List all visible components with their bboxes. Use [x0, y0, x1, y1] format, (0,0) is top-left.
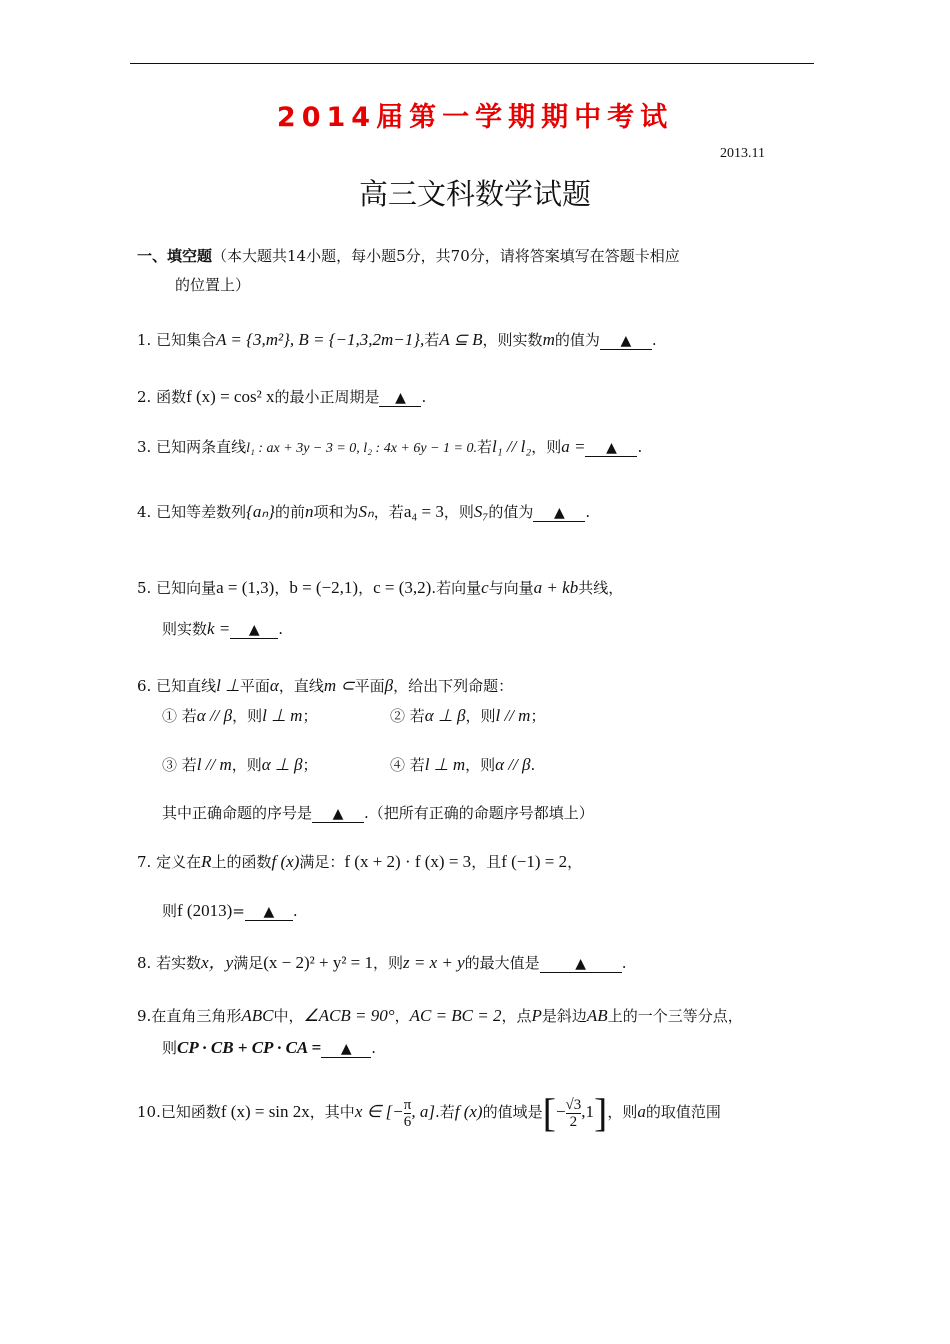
- q4-mid4: ，则: [443, 503, 474, 521]
- q6-beta: β: [384, 676, 394, 695]
- q10-tail2: 的取值范围: [645, 1103, 721, 1121]
- q9-mid3: 是斜边: [541, 1007, 587, 1025]
- answer-blank[interactable]: [312, 805, 364, 823]
- q9-mid: 中，: [273, 1007, 304, 1025]
- q6-m: m ⊂: [323, 676, 355, 695]
- q6-prop-2: [390, 706, 545, 726]
- q3-lines: l₁ : ax + 3y − 3 = 0, l₂ : 4x + 6y − 1 = 0.: [246, 441, 477, 456]
- q5-vector-b: b = (−2,1): [289, 578, 359, 597]
- q7-text: 定义在: [156, 853, 202, 871]
- answer-blank[interactable]: [321, 1040, 371, 1058]
- q1-var: m: [542, 330, 555, 349]
- q7-comma: ，: [567, 853, 583, 871]
- q4-mid2: 项和为: [313, 503, 359, 521]
- answer-blank[interactable]: [230, 621, 278, 639]
- answer-blank[interactable]: [600, 332, 652, 350]
- triangle-icon: ▲: [395, 390, 406, 406]
- prop-res: α ⊥ β: [261, 755, 303, 774]
- q9-end: .: [371, 1039, 377, 1057]
- prop-mark: ④ 若: [390, 756, 425, 774]
- prop-then: ，则: [465, 707, 496, 725]
- prop-res: l // m: [495, 706, 531, 725]
- q8-eq: (x − 2)² + y² = 1: [263, 953, 373, 972]
- prop-then: ，则: [465, 756, 496, 774]
- q5-mid2: 与向量: [488, 579, 534, 597]
- prop-then: ，则: [231, 756, 262, 774]
- q8-mid: 满足: [233, 954, 264, 972]
- q10-f: f (x) = sin 2x: [220, 1102, 310, 1121]
- answer-blank[interactable]: [533, 504, 585, 522]
- q7-eqsign: =: [232, 902, 245, 920]
- q1-then: ，则实数: [482, 331, 543, 349]
- section-heading-row: [137, 246, 680, 266]
- q3-var: a =: [561, 437, 586, 456]
- prop-cond: l // m: [196, 755, 232, 774]
- q10-sqrt3: √3: [565, 1096, 582, 1113]
- section-instructions: （本大题共14小题，每小题5分，共70分，请将答案填写在答题卡相应: [212, 247, 680, 265]
- q8-z: z = x + y: [403, 953, 465, 972]
- question-3: [137, 437, 642, 459]
- q10-sqrt3-over-2: [566, 1097, 582, 1130]
- q3-condition: l₁ // l₂: [492, 437, 532, 456]
- q1-tail: 的值为: [554, 331, 600, 349]
- question-number: 8.: [137, 954, 152, 972]
- q2-tail: 的最小正周期是: [274, 388, 380, 406]
- question-5-line2: [162, 619, 283, 639]
- q7-target: f (2013): [177, 901, 233, 920]
- triangle-icon: ▲: [263, 904, 275, 920]
- q7-f: f (x): [271, 852, 300, 871]
- q4-tail: 的值为: [488, 503, 534, 521]
- q9-P: P: [531, 1006, 542, 1025]
- q7-eq: f (x + 2) · f (x) = 3: [344, 852, 472, 871]
- prop-cond: α ⊥ β: [424, 706, 466, 725]
- answer-blank[interactable]: [245, 903, 293, 921]
- question-5: 5. 已知向量a = (1,3)，b = (−2,1)，c = (3,2).若向量c与向量a + kb共线，: [137, 578, 624, 597]
- q3-if: 若: [477, 438, 493, 456]
- q1-condition: A ⊆ B: [439, 330, 483, 349]
- q5-k: k =: [207, 619, 231, 638]
- q5-comb: a + kb: [533, 578, 579, 597]
- q9-tail: 上的一个三等分点，: [607, 1007, 743, 1025]
- triangle-icon: ▲: [620, 333, 632, 349]
- q5-mid: .若向量: [431, 579, 482, 597]
- q6-prop-1: [162, 706, 317, 726]
- q9-sides: AC = BC = 2: [409, 1006, 502, 1025]
- prop-res: l ⊥ m: [262, 706, 303, 725]
- q10-dom2: , a]: [411, 1102, 435, 1121]
- q10-dom1: x ∈ [−: [354, 1102, 404, 1121]
- q6-ask: [162, 803, 594, 823]
- paper-title: 高三文科数学试题: [358, 177, 591, 211]
- triangle-icon: ▲: [606, 440, 617, 456]
- q10-two: 2: [566, 1113, 582, 1130]
- triangle-icon: ▲: [248, 622, 260, 638]
- q10-fx: f (x): [454, 1102, 483, 1121]
- question-number: 10.: [137, 1103, 161, 1121]
- q2-text: 函数: [156, 388, 187, 406]
- q10-mid3: 的值域是: [482, 1103, 543, 1121]
- q5-vector-c: c = (3,2): [373, 578, 432, 597]
- q6-alpha: α: [269, 676, 279, 695]
- q9-abc: ABC: [241, 1006, 274, 1025]
- prop-mark: ② 若: [390, 707, 425, 725]
- question-4: [137, 502, 590, 522]
- q8-mid2: ，则: [373, 954, 404, 972]
- prop-res: α // β: [495, 755, 531, 774]
- q4-mid1: 的前: [274, 503, 305, 521]
- q6-plane1: 平面: [239, 677, 270, 695]
- q4-end: .: [585, 503, 591, 521]
- prop-end: ；: [302, 707, 318, 725]
- q2-expr: f (x) = cos² x: [186, 387, 275, 406]
- q6-ask-text: 其中正确命题的序号是: [162, 804, 313, 822]
- q8-tail: 的最大值是: [464, 954, 540, 972]
- q10-right-bracket: ]: [594, 1090, 608, 1135]
- q6-prop-4: [390, 755, 535, 775]
- question-7-line2: [162, 901, 298, 921]
- q10-mid: ，其中: [309, 1103, 355, 1121]
- q2-end: .: [421, 388, 427, 406]
- question-2: [137, 387, 426, 407]
- q4-seq: {aₙ}: [246, 502, 275, 521]
- q7-mid3: ，且: [471, 853, 502, 871]
- triangle-icon: ▲: [340, 1041, 352, 1057]
- q10-neg: −: [555, 1102, 566, 1121]
- q10-six: 6: [403, 1113, 412, 1130]
- q1-text: 已知集合: [156, 331, 217, 349]
- q4-text: 已知等差数列: [156, 503, 247, 521]
- q7-end: .: [292, 902, 298, 920]
- q4-cond: a₄ = 3: [403, 502, 444, 521]
- exam-date: 2013.11: [720, 146, 765, 161]
- triangle-icon: ▲: [332, 806, 344, 822]
- q10-a: a: [637, 1102, 646, 1121]
- q5-vector-a: a = (1,3): [216, 578, 275, 597]
- q4-mid3: ，若: [373, 503, 404, 521]
- q10-text: 已知函数: [160, 1103, 221, 1121]
- q4-n: n: [305, 502, 314, 521]
- question-9: [137, 1006, 743, 1026]
- answer-blank[interactable]: [379, 389, 421, 407]
- q8-text: 若实数: [156, 954, 202, 972]
- q3-end: .: [637, 438, 643, 456]
- q6-ask-tail: .（把所有正确的命题序号都填上）: [364, 804, 594, 822]
- top-rule: [130, 63, 814, 64]
- q5-text: 已知向量: [156, 579, 217, 597]
- prop-end: ；: [530, 707, 546, 725]
- prop-mark: ① 若: [162, 707, 197, 725]
- q9-text: 在直角三角形: [151, 1007, 242, 1025]
- q4-target: S₇: [473, 502, 489, 521]
- question-1: [137, 330, 657, 350]
- q9-mid2: ，点: [501, 1007, 532, 1025]
- question-number: 4.: [137, 503, 152, 521]
- question-number: 3.: [137, 438, 152, 456]
- q6-prop-3: [162, 755, 317, 775]
- question-number: 6.: [137, 677, 152, 695]
- section-heading: 一、填空题: [137, 247, 213, 265]
- q4-sum: Sₙ: [358, 502, 374, 521]
- q3-then: ，则: [531, 438, 562, 456]
- q10-left-bracket: [: [542, 1090, 556, 1135]
- triangle-icon: ▲: [575, 956, 587, 972]
- exam-title: 2014届第一学期期中考试: [276, 102, 674, 133]
- prop-then: ，则: [232, 707, 263, 725]
- question-7: [137, 852, 582, 872]
- question-number: 2.: [137, 388, 152, 406]
- question-number: 5.: [137, 579, 152, 597]
- q10-pi: π: [403, 1096, 412, 1113]
- q7-line2: 则: [162, 902, 178, 920]
- q9-expr: CP · CB + CP · CA =: [177, 1038, 322, 1057]
- q6-text: 已知直线: [156, 677, 217, 695]
- prop-end: ；: [302, 756, 318, 774]
- q7-mid2: 满足：: [299, 853, 345, 871]
- q5-cvar: c: [481, 578, 489, 597]
- q1-end: .: [651, 331, 657, 349]
- q8-end: .: [621, 954, 627, 972]
- q9-angle: ∠ACB = 90°: [303, 1006, 395, 1025]
- q7-mid: 上的函数: [211, 853, 272, 871]
- question-number: 9.: [137, 1007, 152, 1025]
- question-number: 7.: [137, 853, 152, 871]
- answer-blank[interactable]: [540, 955, 622, 973]
- q10-one: ,1: [581, 1102, 595, 1121]
- q7-R: R: [201, 852, 212, 871]
- q9-AB: AB: [586, 1006, 608, 1025]
- question-10: [137, 1090, 721, 1134]
- q6-tail: ，给出下列命题：: [393, 677, 514, 695]
- q1-if: 若: [424, 331, 440, 349]
- q6-plane2: 平面: [354, 677, 385, 695]
- q7-cond: f (−1) = 2: [501, 852, 568, 871]
- question-6: [137, 676, 513, 696]
- q6-l: l ⊥: [216, 676, 240, 695]
- q6-mid: ，直线: [278, 677, 324, 695]
- section-instructions-cont: 的位置上）: [175, 276, 251, 294]
- prop-cond: α // β: [196, 706, 233, 725]
- q1-sets: A = {3,m²}, B = {−1,3,2m−1},: [216, 330, 425, 349]
- triangle-icon: ▲: [553, 505, 565, 521]
- q3-text: 已知两条直线: [156, 438, 247, 456]
- q5-line2: 则实数: [162, 620, 208, 638]
- q8-vars: x，y: [201, 953, 234, 972]
- prop-cond: l ⊥ m: [424, 755, 466, 774]
- q9-sep: ，: [394, 1007, 410, 1025]
- q5-tail: 共线，: [578, 579, 624, 597]
- q5-end: .: [278, 620, 284, 638]
- q9-line2: 则: [162, 1039, 178, 1057]
- answer-blank[interactable]: [585, 439, 637, 457]
- prop-end: .: [530, 756, 536, 774]
- prop-mark: ③ 若: [162, 756, 197, 774]
- question-number: 1.: [137, 331, 152, 349]
- q10-tail: ，则: [607, 1103, 638, 1121]
- question-9-line2: [162, 1038, 376, 1058]
- question-8: [137, 953, 626, 973]
- q10-mid2: .若: [434, 1103, 455, 1121]
